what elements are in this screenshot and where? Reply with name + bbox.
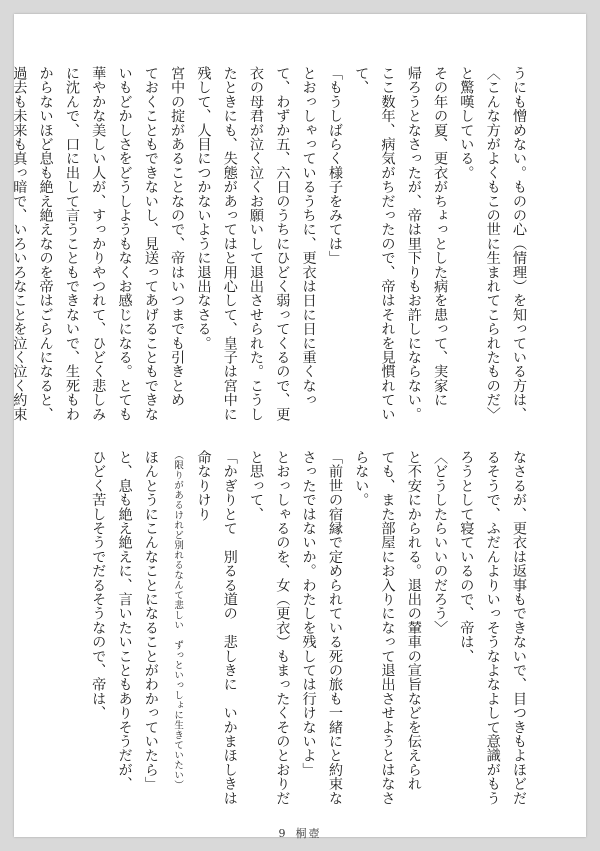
lower-text-block (72, 450, 532, 820)
text-line: て、 (353, 66, 370, 95)
text-line: からないほど息も絶え絶えなのを帝はごらんになると、 (37, 66, 54, 421)
text-line: ここ数年、病気がちだったので、帝はそれを見慣れてい (379, 66, 396, 421)
text-line: ておくこともできないし、見送ってあげることもできな (142, 66, 159, 421)
page-footer (14, 825, 586, 841)
text-line: その年の夏、更衣がちょっとした病を患って、実家に (432, 66, 449, 407)
text-line: 「もうしばらく様子をみては」 (326, 66, 343, 265)
text-line: 過去も未来も真っ暗で、いろいろなことを泣く泣く約束 (11, 66, 28, 421)
text-line: と不安にかられる。退出の輦車の宣旨などを伝えられ (405, 450, 422, 791)
text-line: 華やかな美しい人が、すっかりやつれて、ひどく悲しみ (90, 66, 107, 421)
text-line: ても、また部屋にお入りになって退出させようとはなさ (379, 450, 396, 805)
text-line: 衣の母君が泣く泣くお願いして退出させられた。こうし (248, 66, 265, 421)
poem-line: 命なりけり (195, 450, 212, 521)
text-line: いもどかしさをどうしようもなくお感じになる。とても (116, 66, 133, 421)
text-line: 残して、人目につかないように退出なさる。 (195, 66, 212, 350)
chapter-title: 桐壺 (295, 827, 322, 840)
text-line: と、息も絶え絶えに、言いたいこともありそうだが、 (116, 450, 133, 791)
poem-translation-note: （限りがあるけれど別れるなんて悲しい ずっといっしょに生きていたい） (172, 450, 184, 790)
text-line: ろうとして寝ているので、帝は、 (458, 450, 475, 663)
text-line: うにも憎めない。ものの心（情理）を知っている方は、 (511, 66, 527, 421)
text-line: とおっしゃっているうちに、更衣は日に日に重くなっ (300, 66, 317, 407)
text-line: に沈んで、口に出して言うこともできないで、生死もわ (63, 66, 80, 421)
upper-text-block (11, 66, 532, 436)
text-line: たときにも、失態があってはと用心して、皇子は宮中に (221, 66, 238, 421)
text-line: 〈こんな方がよくもこの世に生まれてこられたものだ〉 (484, 66, 501, 421)
text-line: と驚嘆している。 (458, 66, 475, 180)
text-line: て、わずか五、六日のうちにひどく弱ってくるので、更 (274, 66, 291, 421)
text-line: 「前世の宿縁で定められている死の旅も一緒にと約束な (326, 450, 343, 805)
text-line: るそうで、ふだんよりいっそうなよなよして意識がもう (484, 450, 501, 805)
text-line: 〈どうしたらいいのだろう〉 (432, 450, 449, 635)
text-line: なさるが、更衣は返事もできないで、目つきもよほどだ (511, 450, 527, 805)
document-page (11, 14, 586, 840)
text-line: と思って、 (248, 450, 265, 521)
page-number: 9 (278, 827, 288, 840)
text-line: とおっしゃるのを、女（更衣）もまったくそのとおりだ (274, 450, 291, 805)
poem-line: 「かぎりとて 別るる道の 悲しきに いかまほしきは (221, 450, 238, 805)
text-line: 宮中の掟があることなので、帝はいつまでも引きとめ (169, 66, 186, 407)
text-line: ほんとうにこんなことになることがわかっていたら」 (142, 450, 159, 791)
text-line: らない。 (353, 450, 370, 507)
text-line: 帰ろうとなさったが、帝は里下りもお許しにならない。 (405, 66, 422, 421)
text-line: ひどく苦しそうでだるそうなので、帝は、 (90, 450, 107, 720)
text-line: さったではないか。わたしを残しては行けないよ」 (300, 450, 317, 777)
